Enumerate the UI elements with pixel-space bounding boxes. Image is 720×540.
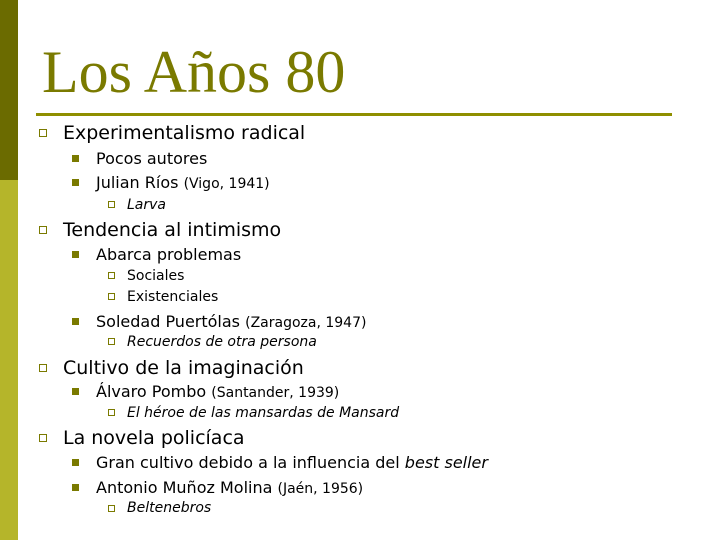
bullet-filled-icon	[72, 459, 79, 466]
section-heading: Experimentalismo radical	[63, 122, 306, 144]
bullet-hollow-icon	[39, 129, 47, 137]
work-title: Recuerdos de otra persona	[127, 334, 317, 350]
section-heading: Cultivo de la imaginación	[63, 357, 304, 379]
bullet-filled-icon	[72, 251, 79, 258]
bullet-filled-icon	[72, 484, 79, 491]
author-origin: (Santander, 1939)	[211, 385, 340, 401]
bullet-hollow-icon	[108, 409, 115, 416]
bullet-text: Abarca problemas	[96, 245, 242, 264]
bullet-hollow-icon	[39, 364, 47, 372]
bullet-hollow-icon	[108, 505, 115, 512]
work-title: Larva	[127, 197, 166, 213]
bullet-hollow-icon	[108, 272, 115, 279]
bullet-hollow-icon	[108, 201, 115, 208]
author-line	[96, 173, 270, 194]
author-name: Antonio Muñoz Molina	[96, 478, 273, 497]
bullet-hollow-icon	[108, 293, 115, 300]
bullet-text-line	[96, 453, 488, 473]
sub-bullet-text: Sociales	[127, 268, 185, 284]
side-bar-light	[0, 180, 18, 540]
bullet-hollow-icon	[108, 338, 115, 345]
author-line	[96, 312, 366, 333]
bullet-filled-icon	[72, 155, 79, 162]
side-bar-dark	[0, 0, 18, 180]
author-origin: (Jaén, 1956)	[277, 481, 364, 497]
author-origin: (Zaragoza, 1947)	[245, 315, 367, 331]
section-heading: Tendencia al intimismo	[63, 219, 282, 241]
author-line	[96, 382, 339, 403]
bullet-filled-icon	[72, 318, 79, 325]
author-line	[96, 478, 363, 499]
author-origin: (Vigo, 1941)	[183, 176, 270, 192]
bullet-hollow-icon	[39, 226, 47, 234]
bullet-hollow-icon	[39, 434, 47, 442]
bullet-text: Gran cultivo debido a la influencia del	[96, 453, 400, 472]
bullet-filled-icon	[72, 179, 79, 186]
slide-title: Los Años 80	[42, 39, 346, 105]
section-heading: La novela policíaca	[63, 427, 245, 449]
author-name: Julian Ríos	[96, 173, 179, 192]
bullet-filled-icon	[72, 388, 79, 395]
sub-bullet-text: Existenciales	[127, 289, 219, 305]
work-title: Beltenebros	[127, 500, 212, 516]
bullet-text: Pocos autores	[96, 149, 208, 168]
author-name: Soledad Puertólas	[96, 312, 241, 331]
work-title: El héroe de las mansardas de Mansard	[127, 405, 400, 421]
author-name: Álvaro Pombo	[96, 382, 207, 401]
title-rule	[36, 113, 672, 116]
emphasis-text: best seller	[404, 453, 488, 472]
